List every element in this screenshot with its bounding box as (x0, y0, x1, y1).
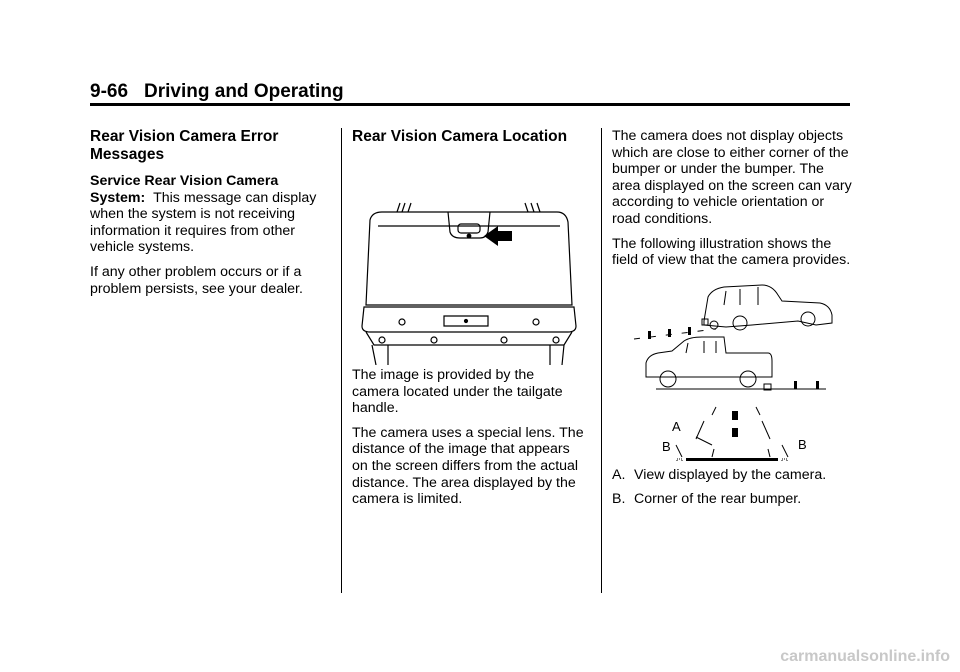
service-message-text: This message can display when the system is not receiving information it requires from other vehicle systems. (90, 189, 317, 256)
paragraph-see-dealer: If any other problem occurs or if a problem persists, see your dealer. (90, 263, 303, 297)
paragraph-service-message (90, 173, 333, 256)
page-header (90, 81, 344, 103)
legend-text-a: View displayed by the camera. (634, 466, 827, 483)
heading-camera-location: Rear Vision Camera Location (352, 128, 568, 145)
legend-text-b: Corner of the rear bumper. (634, 491, 802, 508)
paragraph-special-lens: The camera uses a special lens. The distance of the image that appears on the screen differs from the actual distance. The area displayed by the camera is limited. (352, 424, 584, 508)
legend-item-a (612, 467, 852, 484)
figure-label-a: A (672, 418, 681, 434)
column-field-of-view (612, 128, 852, 516)
column-divider-2 (601, 128, 602, 593)
legend-key-b: B. (612, 491, 626, 508)
legend-item-b (612, 491, 852, 508)
figure-label-b-left: B (662, 438, 671, 454)
paragraph-camera-location: The image is provided by the camera located under the tailgate handle. (352, 367, 563, 417)
paragraph-illustration-intro: The following illustration shows the field of view that the camera provides. (612, 235, 851, 269)
page-number: 9-66 (90, 81, 129, 102)
column-divider-1 (341, 128, 342, 593)
field-of-view-illustration (612, 281, 852, 461)
watermark-logo: carmanualsonline.info (780, 648, 950, 665)
legend-key-a: A. (612, 466, 626, 483)
subheading-service-system: Service Rear Vision Camera System: (90, 173, 279, 206)
header-rule (90, 103, 850, 106)
column-error-messages (90, 128, 333, 305)
paragraph-display-limits: The camera does not display objects which are close to either corner of the bumper or under the bumper. The area displayed on the screen can vary according to vehicle orientation or road conditions. (612, 128, 852, 227)
figure-label-b-right: B (798, 436, 807, 452)
tailgate-illustration (352, 160, 584, 365)
section-title: Driving and Operating (144, 81, 344, 102)
column-camera-location (352, 128, 584, 516)
heading-error-messages: Rear Vision Camera Error Messages (90, 128, 279, 163)
